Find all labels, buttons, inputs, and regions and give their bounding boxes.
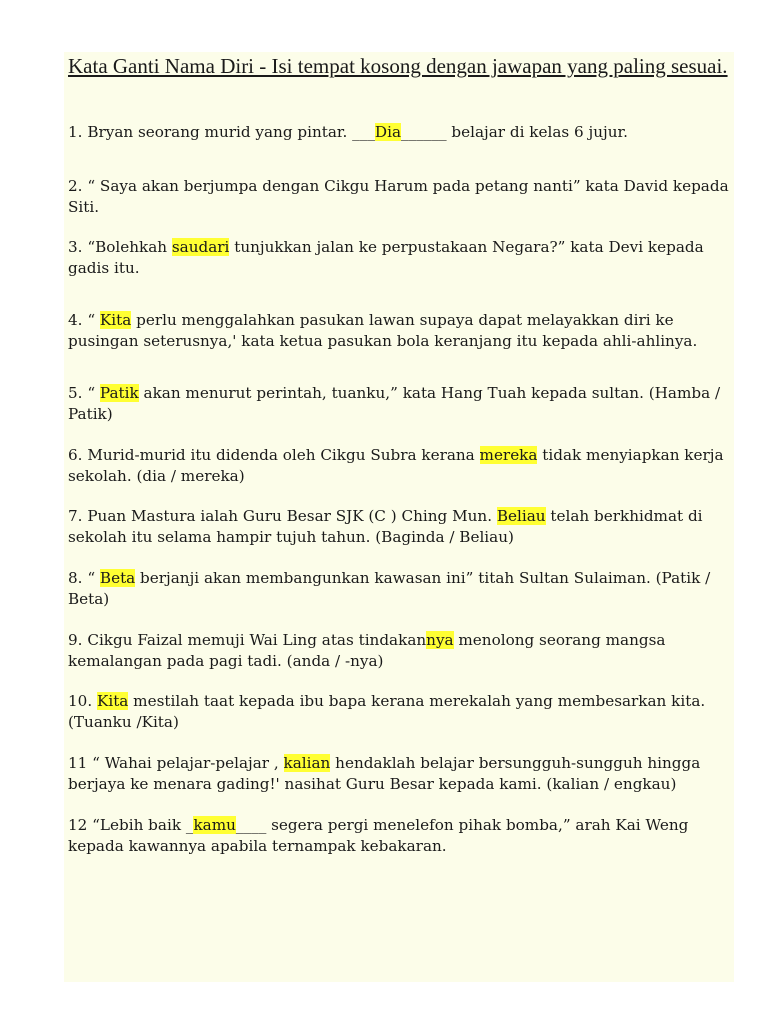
question-text: berjanji akan membangunkan kawasan ini” titah Sultan Sulaiman. (Patik / Beta) bbox=[68, 569, 711, 608]
question-text: 10. bbox=[68, 692, 97, 710]
question-10 bbox=[68, 691, 732, 733]
question-4 bbox=[68, 310, 732, 352]
question-text: 2. “ Saya akan berjumpa dengan Cikgu Harum pada petang nanti” kata David kepada Siti. bbox=[68, 177, 729, 216]
question-text: 11 “ Wahai pelajar-pelajar , bbox=[68, 754, 284, 772]
highlighted-answer: mereka bbox=[479, 446, 538, 464]
highlighted-answer: Beta bbox=[99, 569, 136, 587]
question-text: ____ segera pergi menelefon pihak bomba,” arah Kai Weng kepada kawannya apabila ternampak kebakaran. bbox=[68, 816, 689, 855]
question-text: tunjukkan jalan ke perpustakaan Negara?” kata Devi kepada gadis itu. bbox=[68, 238, 704, 277]
question-9 bbox=[68, 630, 732, 672]
question-3 bbox=[68, 237, 732, 279]
highlighted-answer: Kita bbox=[99, 311, 132, 329]
question-1 bbox=[68, 122, 732, 143]
question-text: ______ belajar di kelas 6 jujur. bbox=[401, 123, 628, 141]
question-5 bbox=[68, 383, 732, 425]
highlighted-answer: saudari bbox=[171, 238, 230, 256]
highlighted-answer: Beliau bbox=[496, 507, 546, 525]
question-text: 5. “ bbox=[68, 384, 100, 402]
highlighted-answer: kalian bbox=[283, 754, 331, 772]
question-text: 4. “ bbox=[68, 311, 100, 329]
worksheet-title: Kata Ganti Nama Diri - Isi tempat kosong dengan jawapan yang paling sesuai. bbox=[68, 54, 728, 78]
question-text: 7. Puan Mastura ialah Guru Besar SJK (C ) Ching Mun. bbox=[68, 507, 497, 525]
highlighted-answer: nya bbox=[426, 631, 454, 649]
question-text: mestilah taat kepada ibu bapa kerana merekalah yang membesarkan kita. (Tuanku /Kita) bbox=[68, 692, 706, 731]
highlighted-answer: kamu bbox=[193, 816, 236, 834]
question-6 bbox=[68, 445, 732, 487]
question-8 bbox=[68, 568, 732, 610]
question-7 bbox=[68, 506, 732, 548]
question-text: hendaklah belajar bersungguh-sungguh hingga berjaya ke menara gading!' nasihat Guru Besar kepada kami. (kalian / engkau) bbox=[68, 754, 701, 793]
question-text: 1. Bryan seorang murid yang pintar. ___ bbox=[68, 123, 375, 141]
question-12 bbox=[68, 815, 732, 857]
question-text: 12 “Lebih baik _ bbox=[68, 816, 194, 834]
question-text: 9. Cikgu Faizal memuji Wai Ling atas tindakan bbox=[68, 631, 427, 649]
question-text: 3. “Bolehkah bbox=[68, 238, 172, 256]
question-text: perlu menggalahkan pasukan lawan supaya dapat melayakkan diri ke pusingan seterusnya,' kata ketua pasukan bola keranjang itu kepada ahli-ahlinya. bbox=[68, 311, 698, 350]
question-text: menolong seorang mangsa kemalangan pada pagi tadi. (anda / -nya) bbox=[68, 631, 666, 670]
highlighted-answer: Dia bbox=[374, 123, 402, 141]
question-2 bbox=[68, 176, 732, 218]
question-text: 6. Murid-murid itu didenda oleh Cikgu Subra kerana bbox=[68, 446, 480, 464]
question-text: tidak menyiapkan kerja sekolah. (dia / mereka) bbox=[68, 446, 724, 485]
highlighted-answer: Kita bbox=[96, 692, 129, 710]
highlighted-answer: Patik bbox=[99, 384, 139, 402]
question-text: 8. “ bbox=[68, 569, 100, 587]
worksheet-page bbox=[64, 52, 734, 982]
question-11 bbox=[68, 753, 732, 795]
question-text: telah berkhidmat di sekolah itu selama hampir tujuh tahun. (Baginda / Beliau) bbox=[68, 507, 703, 546]
question-text: akan menurut perintah, tuanku,” kata Hang Tuah kepada sultan. (Hamba / Patik) bbox=[68, 384, 721, 423]
